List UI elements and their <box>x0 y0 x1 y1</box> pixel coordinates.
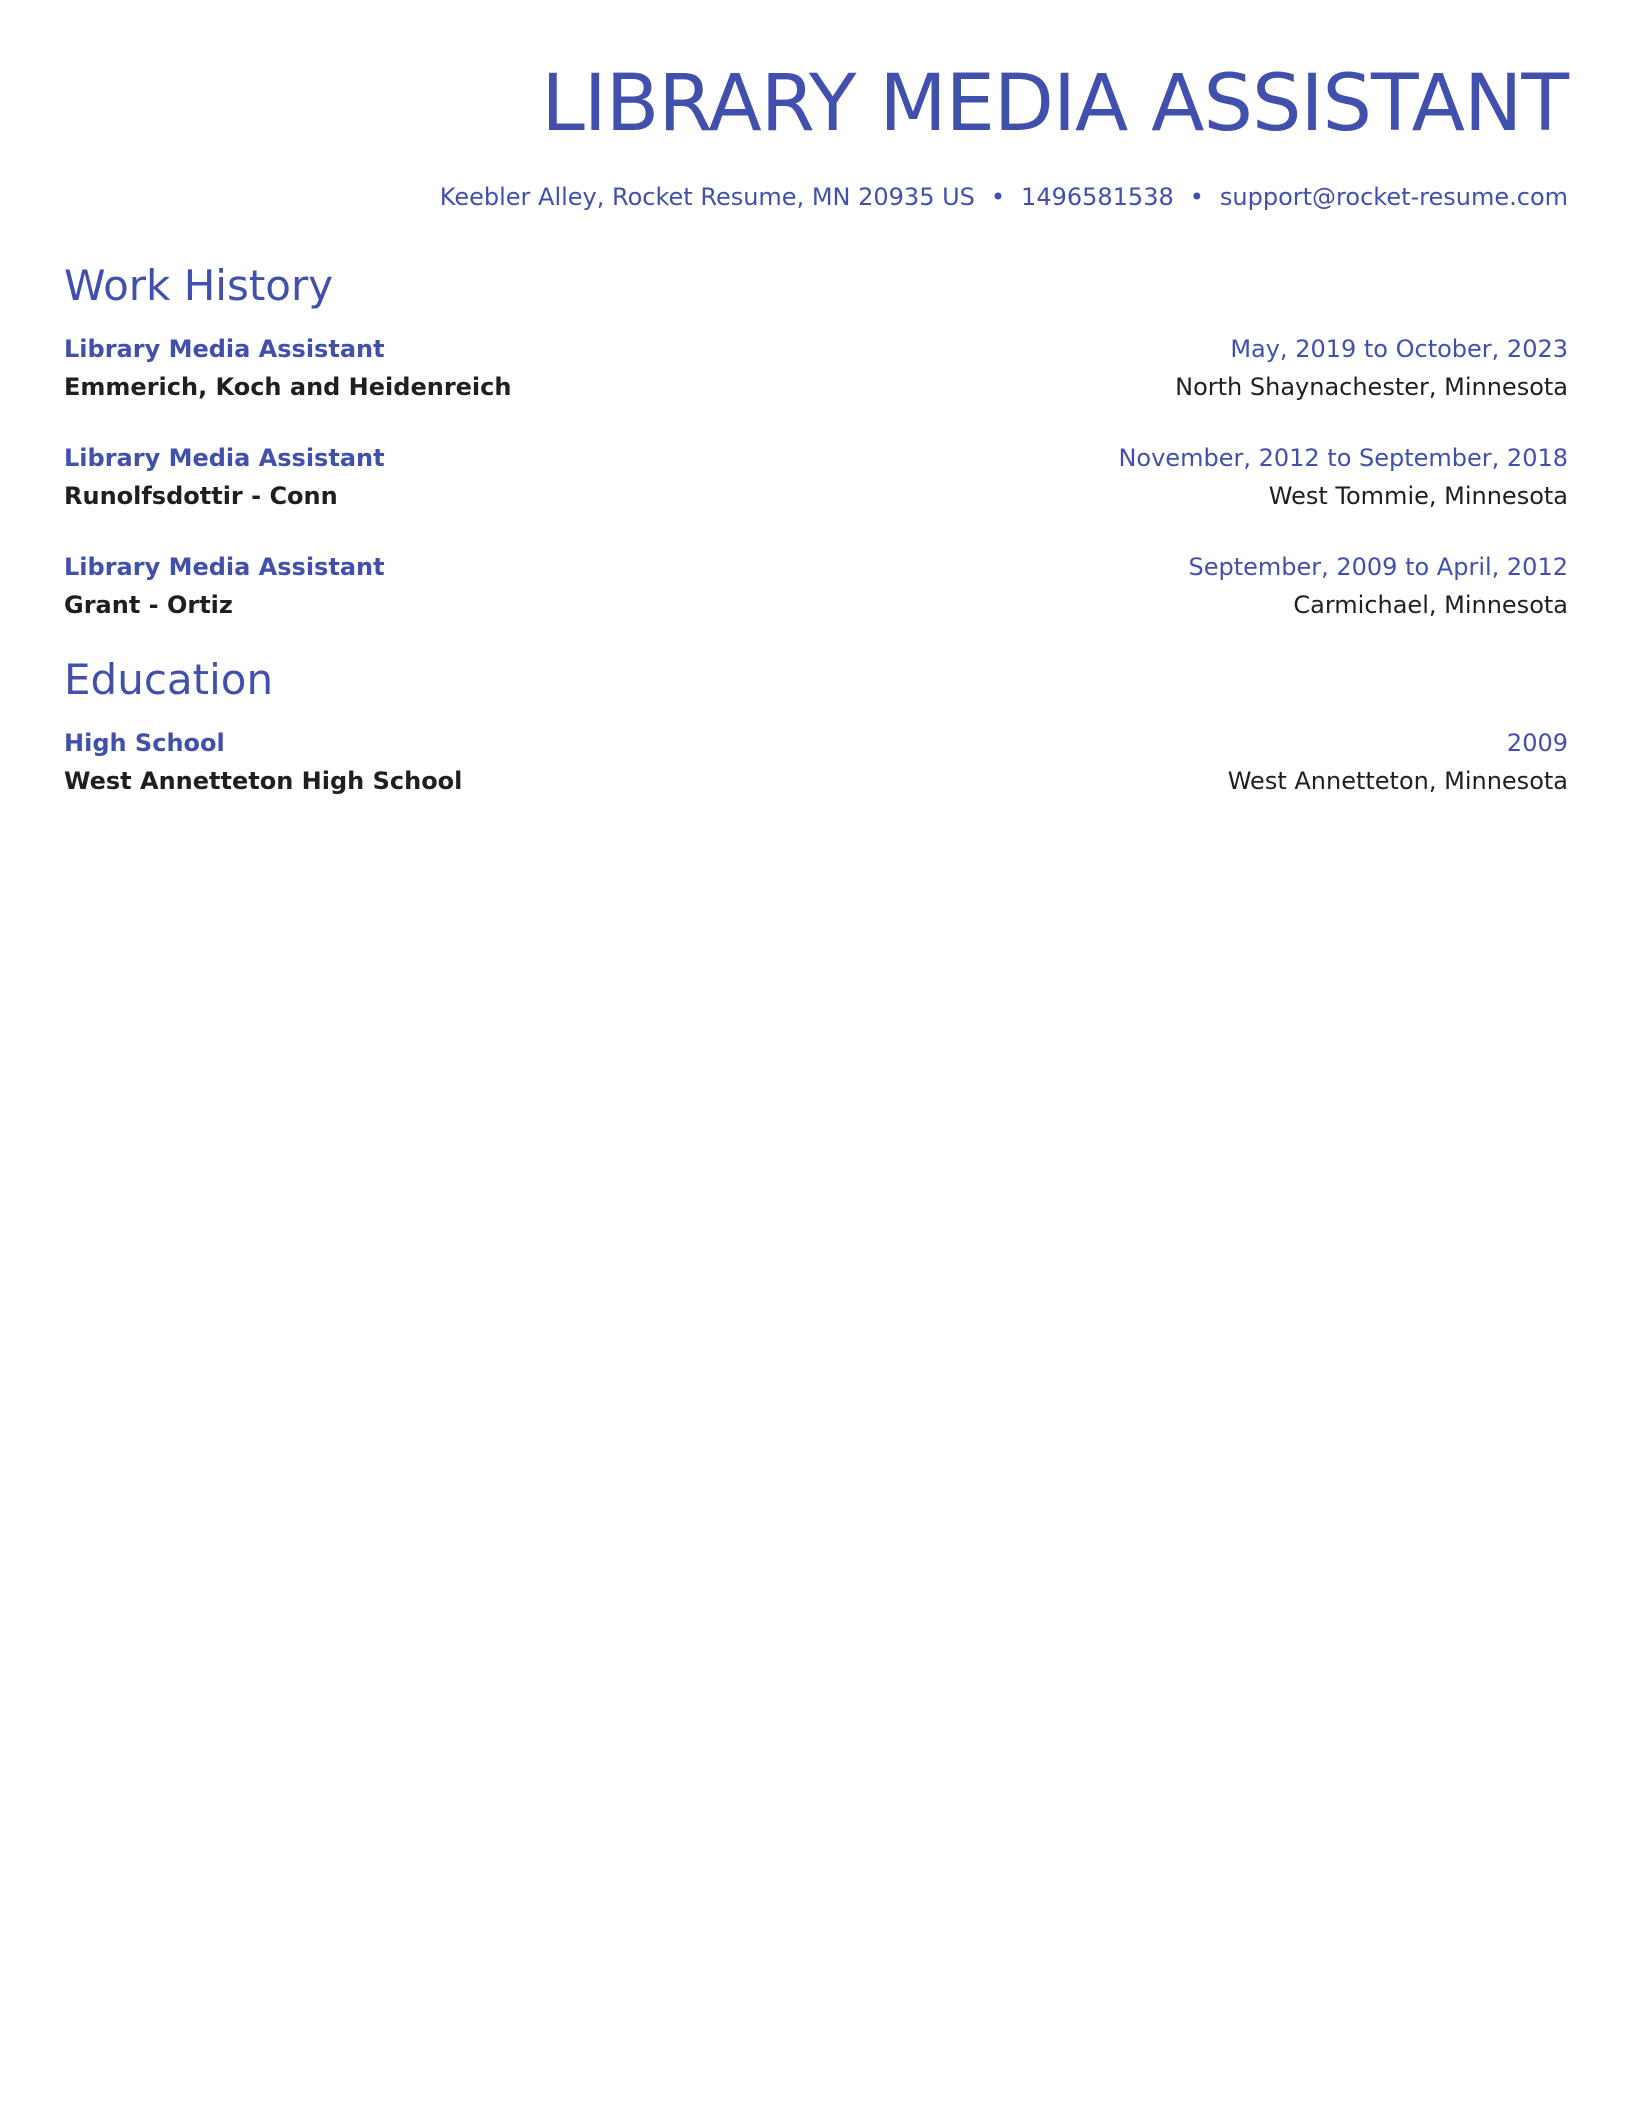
school-location: West Annetteton, Minnesota <box>1227 767 1568 795</box>
job-title: Library Media Assistant <box>64 335 385 363</box>
contact-line <box>440 180 1568 214</box>
job-location: West Tommie, Minnesota <box>1268 482 1568 510</box>
company-name: Emmerich, Koch and Heidenreich <box>64 373 512 401</box>
contact-phone: 1496581538 <box>1021 183 1174 211</box>
graduation-year: 2009 <box>1506 729 1568 757</box>
job-location: Carmichael, Minnesota <box>1293 591 1568 619</box>
education-heading: Education <box>64 655 274 704</box>
education-entry <box>64 724 1568 800</box>
job-dates: May, 2019 to October, 2023 <box>1230 335 1568 363</box>
contact-address: Keebler Alley, Rocket Resume, MN 20935 US <box>439 183 975 211</box>
work-entry <box>64 548 1568 624</box>
contact-email: support@rocket-resume.com <box>1219 183 1568 211</box>
job-title: Library Media Assistant <box>64 553 385 581</box>
company-name: Runolfsdottir - Conn <box>64 482 338 510</box>
company-name: Grant - Ortiz <box>64 591 233 619</box>
job-dates: November, 2012 to September, 2018 <box>1118 444 1568 472</box>
work-history-heading: Work History <box>64 261 334 310</box>
contact-separator: • <box>990 183 1006 211</box>
work-entry <box>64 439 1568 515</box>
job-title: Library Media Assistant <box>64 444 385 472</box>
work-entry <box>64 330 1568 406</box>
job-location: North Shaynachester, Minnesota <box>1175 373 1568 401</box>
school-name: West Annetteton High School <box>64 767 463 795</box>
job-dates: September, 2009 to April, 2012 <box>1188 553 1568 581</box>
degree: High School <box>64 729 225 757</box>
resume-title: LIBRARY MEDIA ASSISTANT <box>541 59 1568 149</box>
contact-separator: • <box>1189 183 1204 211</box>
